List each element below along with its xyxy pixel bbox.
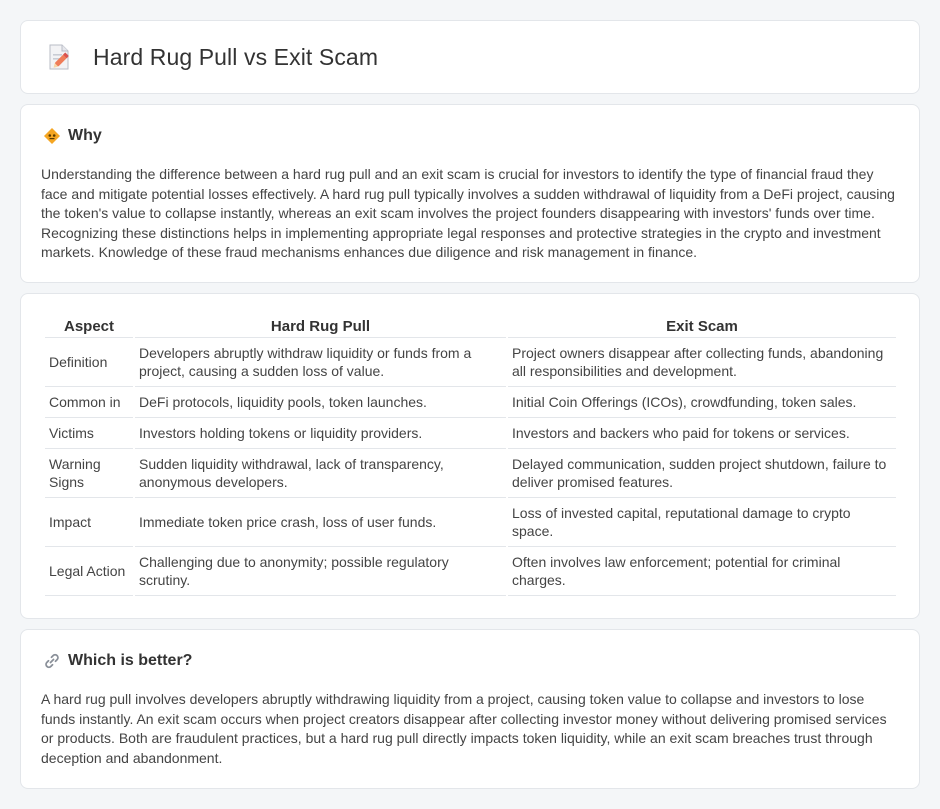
table-row — [45, 338, 896, 387]
aspect-cell: Warning Signs — [45, 449, 133, 498]
document-pencil-icon — [47, 43, 71, 71]
title-card — [20, 20, 920, 94]
table-row — [45, 387, 896, 418]
hard-rug-pull-cell: Challenging due to anonymity; possible regulatory scrutiny. — [135, 547, 506, 596]
aspect-cell: Definition — [45, 338, 133, 387]
table-header-row — [45, 316, 896, 338]
exit-scam-cell: Investors and backers who paid for tokens or services. — [508, 418, 896, 449]
title-wrap — [47, 43, 378, 71]
header-aspect: Aspect — [45, 316, 133, 338]
table-row — [45, 418, 896, 449]
exit-scam-cell: Project owners disappear after collecting funds, abandoning all responsibilities and development. — [508, 338, 896, 387]
why-heading: Why — [68, 127, 102, 144]
better-heading-row — [43, 652, 192, 670]
hard-rug-pull-cell: DeFi protocols, liquidity pools, token launches. — [135, 387, 506, 418]
aspect-cell: Legal Action — [45, 547, 133, 596]
hard-rug-pull-cell: Investors holding tokens or liquidity providers. — [135, 418, 506, 449]
header-exit-scam: Exit Scam — [508, 316, 896, 338]
comparison-section — [20, 293, 920, 619]
diamond-warning-icon — [43, 127, 61, 145]
hard-rug-pull-cell: Immediate token price crash, loss of user funds. — [135, 498, 506, 547]
comparison-table — [43, 316, 898, 596]
exit-scam-cell: Initial Coin Offerings (ICOs), crowdfunding, token sales. — [508, 387, 896, 418]
which-is-better-section — [20, 629, 920, 789]
exit-scam-cell: Often involves law enforcement; potential for criminal charges. — [508, 547, 896, 596]
header-hard-rug-pull: Hard Rug Pull — [135, 316, 506, 338]
why-heading-row — [43, 127, 102, 145]
aspect-cell: Impact — [45, 498, 133, 547]
aspect-cell: Victims — [45, 418, 133, 449]
table-row — [45, 498, 896, 547]
why-section — [20, 104, 920, 283]
table-row — [45, 547, 896, 596]
hard-rug-pull-cell: Developers abruptly withdraw liquidity or funds from a project, causing a sudden loss of value. — [135, 338, 506, 387]
table-row — [45, 449, 896, 498]
aspect-cell: Common in — [45, 387, 133, 418]
exit-scam-cell: Delayed communication, sudden project shutdown, failure to deliver promised features. — [508, 449, 896, 498]
link-icon — [43, 652, 61, 670]
better-heading: Which is better? — [68, 652, 193, 669]
page-title: Hard Rug Pull vs Exit Scam — [93, 43, 379, 70]
why-body: Understanding the difference between a hard rug pull and an exit scam is crucial for investors to identify the type of financial fraud they face and mitigate potential losses effectively. A hard rug pull typically involves a sudden withdrawal of liquidity from a DeFi project, causing the token's value to collapse instantly, whereas an exit scam involves the project founders disappearing with investors' funds over time. Recognizing these distinctions helps in implementing appropriate legal responses and protective strategies in the crypto and investment markets. Knowledge of these fraud mechanisms enhances due diligence and risk management in finance. — [41, 166, 895, 261]
exit-scam-cell: Loss of invested capital, reputational damage to crypto space. — [508, 498, 896, 547]
better-body: A hard rug pull involves developers abruptly withdrawing liquidity from a project, causing token value to collapse and investors to lose funds instantly. An exit scam occurs when project creators disappear after collecting investor money without delivering promised services or products. Both are fraudulent practices, but a hard rug pull directly impacts token liquidity, while an exit scam breaches trust through deception and abandonment. — [41, 691, 887, 766]
hard-rug-pull-cell: Sudden liquidity withdrawal, lack of transparency, anonymous developers. — [135, 449, 506, 498]
